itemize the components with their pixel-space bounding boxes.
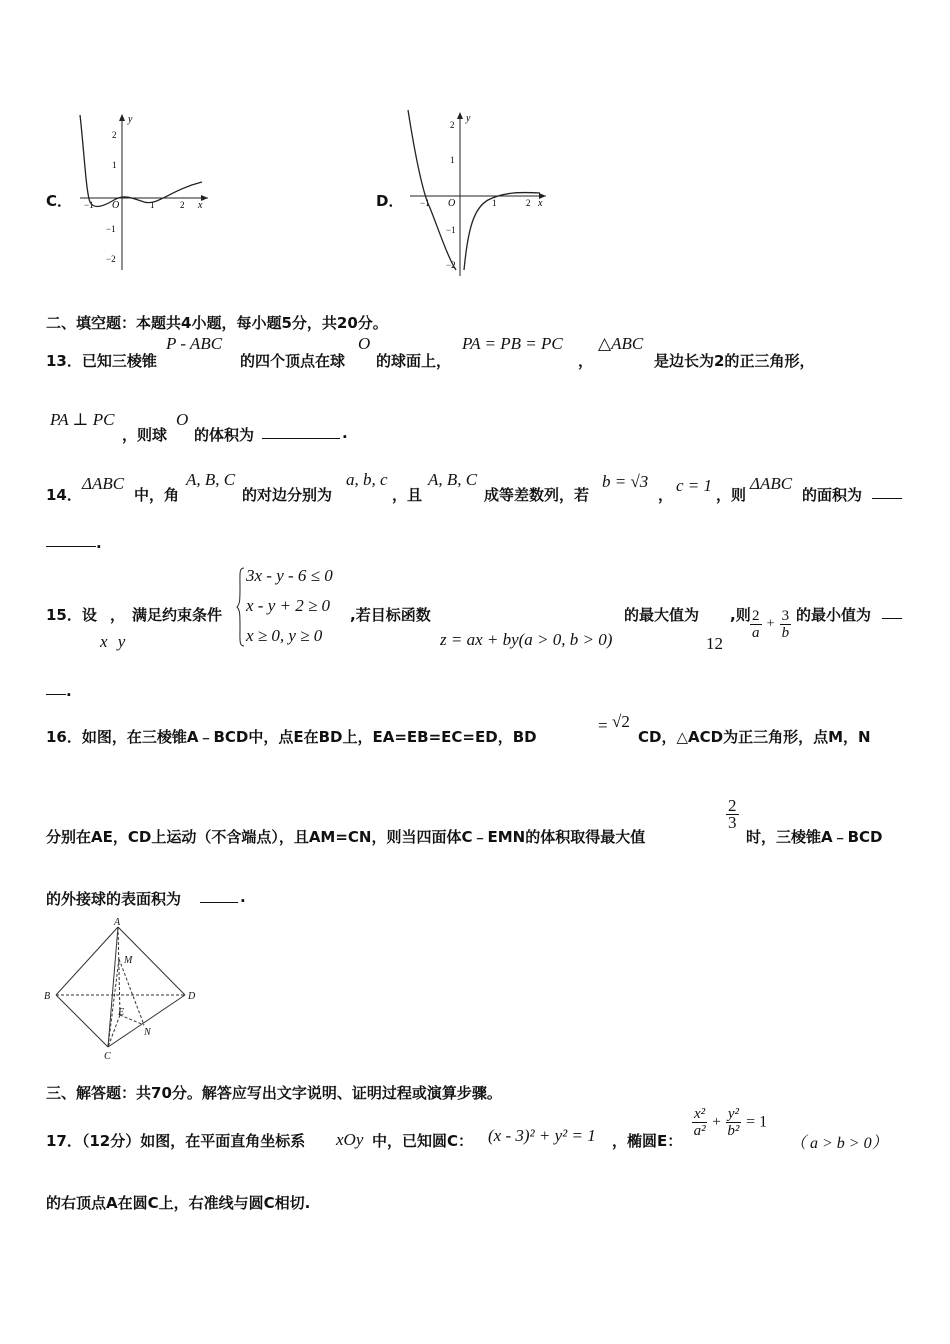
option-c-label: C． xyxy=(46,192,73,210)
q16-end: . xyxy=(240,888,246,906)
graph-d-tick: −1 xyxy=(420,198,430,208)
q14-text: 成等差数列，若 xyxy=(484,486,590,504)
q15-frac2-num: 3 xyxy=(781,608,790,624)
q14-text: ，且 xyxy=(392,486,423,504)
q15-frac2-den: b xyxy=(781,625,790,641)
q15-frac1-den: a xyxy=(752,625,760,641)
label-m: M xyxy=(124,955,133,966)
q15-plus: + xyxy=(766,616,775,632)
q13-num: 13．已知三棱锥 xyxy=(46,352,157,370)
q14-math-sides: a, b, c xyxy=(346,470,388,489)
q14-text: ， xyxy=(658,486,674,504)
q15-num: 15．设 xyxy=(46,606,97,624)
q15-constraint-2: x - y + 2 ≥ 0 xyxy=(246,596,331,615)
q15-end: . xyxy=(66,682,72,700)
q16-line2a: 分别在AE，CD上运动（不含端点），且AM=CN，则当四面体C﹣EMN的体积取得最大值 xyxy=(46,828,646,846)
graph-c-origin: O xyxy=(112,200,120,211)
graph-d-tick: −2 xyxy=(446,260,456,270)
q14-answer-blank xyxy=(872,484,902,503)
label-n: N xyxy=(144,1027,151,1038)
edge-ab xyxy=(56,927,118,995)
q15-text: ,则 xyxy=(730,606,751,624)
label-e: E xyxy=(118,1007,125,1018)
graph-c-tick: −2 xyxy=(106,254,116,264)
q14-text: 的面积为 xyxy=(802,486,863,504)
graph-c-x-label: x xyxy=(198,200,203,211)
q15-constraint-3: x ≥ 0, y ≥ 0 xyxy=(246,626,323,645)
q13-math-pa-eq: PA = PB = PC xyxy=(462,334,563,353)
graph-c-tick: 2 xyxy=(112,130,117,140)
q16-tetrahedron-figure xyxy=(40,915,210,1065)
graph-d-tick: 1 xyxy=(450,155,455,165)
q14-math-b: b = √3 xyxy=(602,472,649,491)
q16-answer-blank xyxy=(200,888,238,907)
q13-text: ，则球 xyxy=(122,426,168,444)
q13-text: 的四个顶点在球 xyxy=(240,352,346,370)
label-d: D xyxy=(188,991,196,1002)
graph-c-tick: 1 xyxy=(150,200,155,210)
q15-text: 的最小值为 xyxy=(796,606,872,624)
q14-math-abc: A, B, C xyxy=(428,470,478,489)
q15-text: ,若目标函数 xyxy=(350,606,431,624)
q15-text: 的最大值为 xyxy=(624,606,700,624)
q17-num: 17．（12分）如图，在平面直角坐标系 xyxy=(46,1132,306,1150)
q15-answer-blank xyxy=(882,604,902,623)
q16-line2b: 时，三棱锥A﹣BCD xyxy=(746,828,883,846)
q13-text: 的体积为 xyxy=(194,426,255,444)
graph-c-tick: −1 xyxy=(84,200,94,210)
q14-text: 中，角 xyxy=(134,486,180,504)
graph-d-origin: O xyxy=(448,198,456,209)
q15-text: 满足约束条件 xyxy=(132,606,223,624)
graph-d-x-label: x xyxy=(538,198,543,209)
graph-d-y-label: y xyxy=(466,113,471,124)
label-b: B xyxy=(44,991,51,1002)
q14-math-triangle: ΔABC xyxy=(750,474,793,493)
q13-end: . xyxy=(342,424,348,442)
segment-ae xyxy=(118,927,120,1015)
q15-fraction-expr xyxy=(750,608,791,641)
q15-brace xyxy=(236,566,246,648)
q14-text: ，则 xyxy=(716,486,747,504)
q17-condition: （ a > b > 0） xyxy=(790,1135,888,1152)
q17-text: 中，已知圆C： xyxy=(372,1132,474,1150)
q15-answer-blank-cont xyxy=(46,680,66,699)
graph-c-tick: 1 xyxy=(112,160,117,170)
q17-text: ，椭圆E： xyxy=(612,1132,683,1150)
graph-d-tick: 2 xyxy=(526,198,531,208)
q13-math-pabc: P - ABC xyxy=(166,334,223,353)
q15-frac1-num: 2 xyxy=(752,608,760,624)
q14-num: 14． xyxy=(46,486,82,504)
q13-math-o: O xyxy=(358,334,371,353)
q17-y-num: y² xyxy=(727,1106,739,1122)
q16-line1a: 16．如图，在三棱锥A﹣BCD中，点E在BD上，EA=EB=EC=ED，BD xyxy=(46,728,537,746)
q16-fraction xyxy=(726,798,739,831)
graph-d-tick: −1 xyxy=(446,225,456,235)
graph-c-curve xyxy=(80,115,202,206)
q13-math-triangle: △ABC xyxy=(598,334,644,353)
section-3-heading: 三、解答题：共70分。解答应写出文字说明、证明过程或演算步骤。 xyxy=(46,1084,502,1102)
graph-c xyxy=(70,110,210,275)
q17-y-den: b² xyxy=(727,1123,740,1139)
q13-math-perp: PA ⊥ PC xyxy=(50,410,115,429)
edge-ac xyxy=(108,927,118,1047)
q14-end: . xyxy=(96,534,102,552)
graph-c-tick: 2 xyxy=(180,200,185,210)
q15-sep: ， xyxy=(110,606,126,624)
q17-x-den: a² xyxy=(693,1123,706,1139)
option-d-label: D． xyxy=(376,192,404,210)
q14-math-abc: A, B, C xyxy=(186,470,236,489)
graph-d-left-branch xyxy=(408,110,456,270)
q17-circle-eq: (x - 3)² + y² = 1 xyxy=(488,1126,596,1145)
q16-frac-num: 2 xyxy=(728,796,737,815)
q17-plus: + xyxy=(712,1114,721,1130)
q15-max-value: 12 xyxy=(706,634,723,653)
edge-bc xyxy=(56,995,108,1047)
q14-math-triangle: ΔABC xyxy=(82,474,125,493)
section-2-heading: 二、填空题：本题共4小题，每小题5分，共20分。 xyxy=(46,314,388,332)
q17-math-xoy: xOy xyxy=(336,1130,364,1149)
graph-d-tick: 1 xyxy=(492,198,497,208)
graph-d xyxy=(400,108,550,278)
q13-answer-blank xyxy=(262,424,340,443)
q16-eq: = xyxy=(598,716,608,735)
label-c: C xyxy=(104,1051,111,1062)
q14-math-c: c = 1 xyxy=(676,476,713,495)
graph-d-tick: 2 xyxy=(450,120,455,130)
q13-text: 是边长为2的正三角形， xyxy=(654,352,815,370)
q16-line1b: CD，△ACD为正三角形，点M，N xyxy=(638,728,871,746)
graph-c-y-label: y xyxy=(128,114,133,125)
q16-sqrt2: √2 xyxy=(612,712,630,731)
q14-answer-blank-cont xyxy=(46,532,96,551)
label-a: A xyxy=(114,917,121,928)
q15-objective: z = ax + by(a > 0, b > 0) xyxy=(440,630,613,649)
q13-math-o: O xyxy=(176,410,189,429)
q15-vars: x y xyxy=(100,632,126,651)
q17-x-num: x² xyxy=(694,1106,706,1122)
q16-line3: 的外接球的表面积为 xyxy=(46,890,182,908)
q17-line2: 的右顶点A在圆C上，右准线与圆C相切. xyxy=(46,1194,311,1212)
q17-ellipse-eq xyxy=(692,1106,767,1139)
q13-text: ， xyxy=(578,352,594,370)
graph-c-tick: −1 xyxy=(106,224,116,234)
segment-mc xyxy=(108,959,119,1047)
q14-text: 的对边分别为 xyxy=(242,486,333,504)
q15-constraint-1: 3x - y - 6 ≤ 0 xyxy=(246,566,333,585)
q16-frac-den: 3 xyxy=(728,813,737,832)
q17-eq1: = 1 xyxy=(746,1113,768,1131)
q13-text: 的球面上， xyxy=(376,352,452,370)
